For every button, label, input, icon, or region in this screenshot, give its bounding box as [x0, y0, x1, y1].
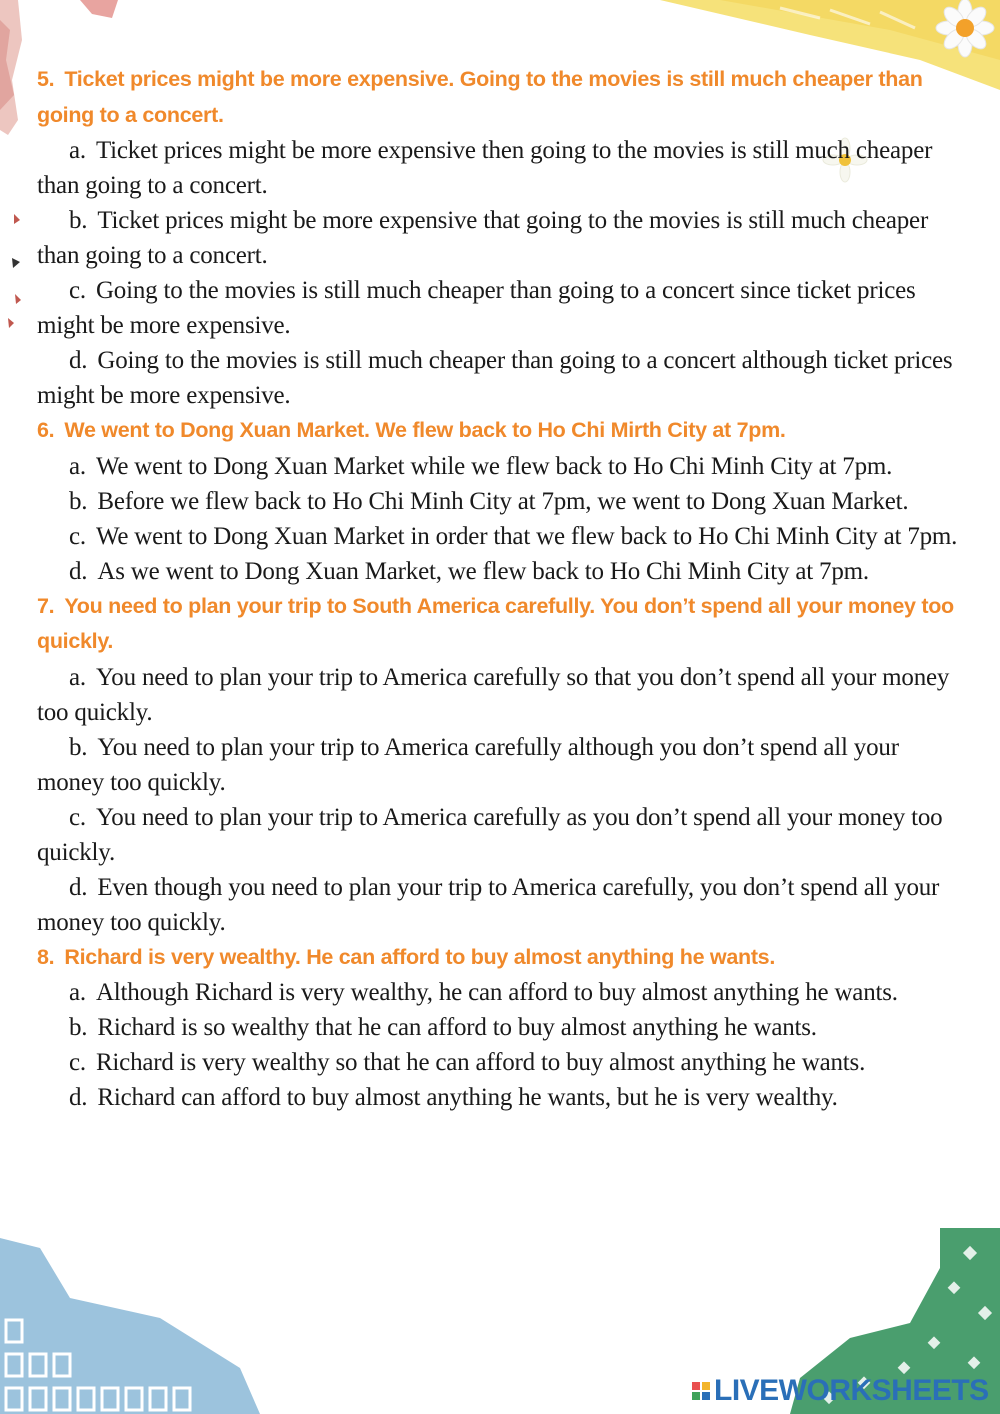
option-a[interactable] — [37, 449, 965, 484]
option-letter: c. — [69, 522, 86, 550]
question-number: 5. — [37, 67, 55, 91]
option-text: You need to plan your trip to America carefully although you don’t spend all your money too quickly. — [37, 733, 899, 796]
left-edge-marks-decoration — [0, 210, 24, 340]
question-block — [37, 62, 965, 413]
option-letter: a. — [69, 979, 86, 1006]
option-text: We went to Dong Xuan Market while we flew back to Ho Chi Minh City at 7pm. — [95, 452, 893, 480]
option-b[interactable] — [37, 730, 965, 800]
option-text: Richard can afford to buy almost anything he wants, but he is very wealthy. — [97, 1084, 838, 1111]
question-text: Ticket prices might be more expensive. Going to the movies is still much cheaper than going to a concert. — [37, 67, 923, 127]
option-letter: b. — [69, 1014, 88, 1041]
option-letter: d. — [69, 557, 88, 585]
question-text: You need to plan your trip to South America carefully. You don’t spend all your money too quickly. — [37, 593, 954, 653]
option-b[interactable] — [37, 484, 965, 519]
option-letter: d. — [69, 1084, 88, 1111]
option-letter: a. — [69, 137, 86, 164]
option-d[interactable] — [37, 870, 965, 940]
question-number: 7. — [37, 593, 55, 618]
option-letter: d. — [69, 873, 88, 901]
option-letter: d. — [69, 347, 88, 374]
option-letter: c. — [69, 277, 86, 304]
option-text: We went to Dong Xuan Market in order that we flew back to Ho Chi Minh City at 7pm. — [95, 522, 958, 550]
question-prompt — [37, 589, 965, 660]
option-letter: b. — [69, 487, 88, 515]
option-text: Although Richard is very wealthy, he can afford to buy almost anything he wants. — [95, 979, 898, 1006]
option-c[interactable] — [37, 800, 965, 870]
option-text: You need to plan your trip to America carefully so that you don’t spend all your money too quickly. — [37, 663, 950, 726]
option-b[interactable] — [37, 203, 965, 273]
option-text: Going to the movies is still much cheaper than going to a concert since ticket prices might be more expensive. — [37, 277, 916, 339]
option-c[interactable] — [37, 519, 965, 554]
logo-mark-icon — [692, 1382, 710, 1400]
option-a[interactable] — [37, 975, 965, 1010]
question-number: 8. — [37, 944, 55, 969]
option-text: Richard is very wealthy so that he can afford to buy almost anything he wants. — [95, 1049, 866, 1076]
option-letter: a. — [69, 663, 86, 691]
option-c[interactable] — [37, 1045, 965, 1080]
option-a[interactable] — [37, 133, 965, 203]
option-letter: b. — [69, 207, 88, 234]
logo-text: LIVEWORKSHEETS — [714, 1374, 989, 1407]
option-text: Even though you need to plan your trip to America carefully, you don’t spend all your money too quickly. — [37, 873, 940, 936]
option-text: Going to the movies is still much cheaper than going to a concert although ticket prices might be more expensive. — [37, 347, 953, 409]
question-text: We went to Dong Xuan Market. We flew back to Ho Chi Mirth City at 7pm. — [64, 418, 786, 442]
option-b[interactable] — [37, 1010, 965, 1045]
worksheet-content — [37, 62, 965, 1115]
bottom-left-corner-decoration — [0, 1238, 260, 1414]
option-d[interactable] — [37, 343, 965, 413]
question-block — [37, 589, 965, 940]
question-block — [37, 413, 965, 589]
option-c[interactable] — [37, 273, 965, 343]
question-block — [37, 940, 965, 1116]
question-text: Richard is very wealthy. He can afford to buy almost anything he wants. — [64, 944, 776, 969]
option-letter: c. — [69, 803, 86, 831]
option-text: Ticket prices might be more expensive then going to the movies is still much cheaper than going to a concert. — [37, 137, 933, 199]
option-text: As we went to Dong Xuan Market, we flew back to Ho Chi Minh City at 7pm. — [97, 557, 869, 585]
option-letter: a. — [69, 452, 86, 480]
question-number: 6. — [37, 418, 55, 442]
option-d[interactable] — [37, 554, 965, 589]
question-prompt — [37, 413, 965, 449]
option-a[interactable] — [37, 660, 965, 730]
option-text: You need to plan your trip to America carefully as you don’t spend all your money too quickly. — [37, 803, 943, 866]
option-letter: b. — [69, 733, 88, 761]
option-d[interactable] — [37, 1080, 965, 1115]
option-text: Ticket prices might be more expensive that going to the movies is still much cheaper than going to a concert. — [37, 207, 929, 269]
question-prompt — [37, 940, 965, 976]
liveworksheets-logo[interactable] — [692, 1374, 989, 1408]
option-text: Before we flew back to Ho Chi Minh City at 7pm, we went to Dong Xuan Market. — [97, 487, 909, 515]
option-letter: c. — [69, 1049, 86, 1076]
question-prompt — [37, 62, 965, 133]
option-text: Richard is so wealthy that he can afford to buy almost anything he wants. — [97, 1014, 817, 1041]
